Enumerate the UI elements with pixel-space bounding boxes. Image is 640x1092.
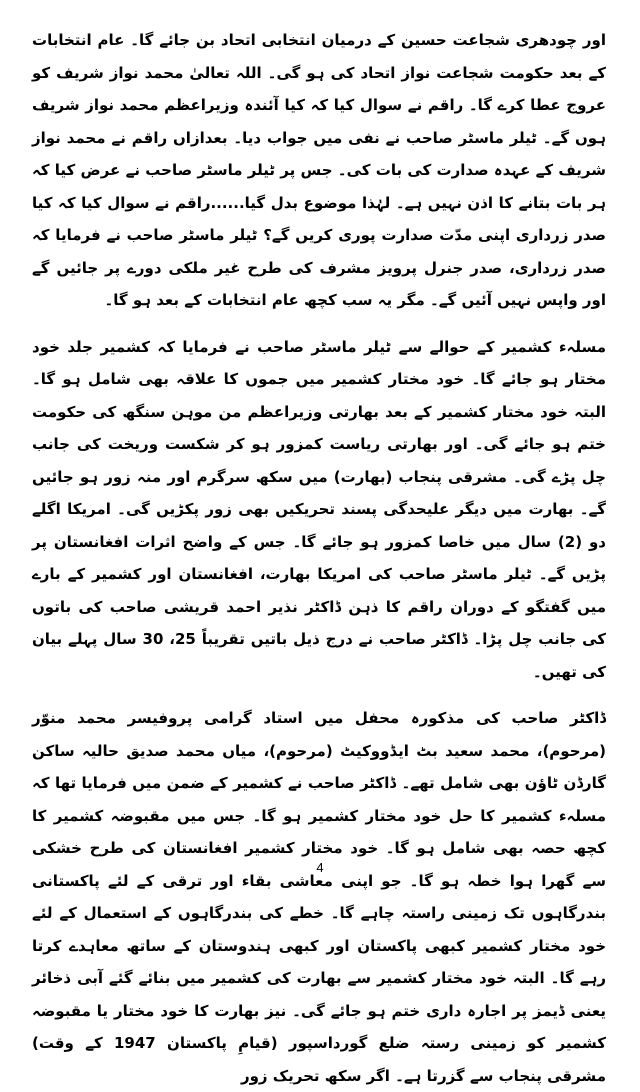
page-number: 4: [316, 860, 324, 875]
document-body: [32, 24, 606, 1092]
paragraph: مسلہء کشمیر کے حوالے سے ٹیلر ماسٹر صاحب نے فرمایا کہ کشمیر جلد خود مختار ہو جائے گا۔ خود مختار کشمیر میں جموں کا علاقہ بھی شامل ہو گا۔ البتہ خود مختار کشمیر کے بعد بھارتی وزیراعظم من موہن سنگھ کی حکومت ختم ہو جائے گی۔ اور بھارتی ریاست کمزور ہو کر شکست وریخت کی جانب چل پڑے گی۔ مشرقی پنجاب (بھارت) میں سکھ سرگرم اور منہ زور ہو جائیں گے۔ بھارت میں دیگر علیحدگی پسند تحریکیں بھی زور پکڑیں گی۔ امریکا اگلے دو (2) سال میں خاصا کمزور ہو جائے گا۔ جس کے واضح اثرات افغانستان پر پڑیں گے۔ ٹیلر ماسٹر صاحب کی امریکا بھارت، افغانستان اور کشمیر کے بارے میں گفتگو کے دوران راقم کا ذہن ڈاکٹر نذیر احمد قریشی صاحب کی باتوں کی جانب چل پڑا۔ ڈاکٹر صاحب نے درج ذیل باتیں تقریباً 25، 30 سال پہلے بیان کی تھیں۔: [32, 337, 607, 681]
paragraph: ڈاکٹر صاحب کی مذکورہ محفل میں استاد گرامی پروفیسر محمد منوّر (مرحوم)، محمد سعید بٹ ایڈووکیٹ (مرحوم)، میاں محمد صدیق حالیہ ساکن گارڈن ٹاؤن بھی شامل تھے۔ ڈاکٹر صاحب نے کشمیر کے ضمن میں فرمایا تھا کہ مسلہء کشمیر کا حل خود مختار کشمیر ہو گا۔ جس میں مقبوضہ کشمیر کا کچھ حصہ بھی شامل ہو گا۔ خود مختار کشمیر افغانستان کی طرح خشکی سے گھرا ہوا خطہ ہو گا۔ جو اپنی معاشی بقاء اور ترقی کے لئے پاکستانی بندرگاہوں تک زمینی راستہ چاہے گا۔ خطے کی بندرگاہوں کے استعمال کے لئے خود مختار کشمیر کبھی پاکستان اور کبھی ہندوستان کے ساتھ معاہدے کرتا رہے گا۔ البتہ خود مختار کشمیر سے بھارت کی کشمیر میں بنائے گئے آبی ذخائر یعنی ڈیمز پر اجارہ داری ختم ہو جائے گی۔ نیز بھارت کا خود مختار یا مقبوضہ کشمیر کو زمینی رستہ ضلع گورداسپور (قیامِ پاکستان 1947 کے وقت) مشرقی پنجاب سے گزرتا ہے۔ اگر سکھ تحریک زور: [32, 709, 606, 1085]
paragraph: اور چودھری شجاعت حسین کے درمیان انتخابی اتحاد بن جائے گا۔ عام انتخابات کے بعد حکومت شجاعت نواز اتحاد کی ہو گی۔ اللہ تعالیٰ محمد نواز شریف کو عروج عطا کرے گا۔ راقم نے سوال کیا کہ کیا آئندہ وزیراعظم محمد نواز شریف ہوں گے۔ ٹیلر ماسٹر صاحب نے نفی میں جواب دیا۔ بعدازاں راقم نے محمد نواز شریف کے عہدہ صدارت کی بات کی۔ جس پر ٹیلر ماسٹر صاحب نے عرض کیا کہ ہر بات بتانے کا اذن نہیں ہے۔ لہٰذا موضوع بدل گیا......راقم نے سوال کیا کہ کیا صدر زرداری اپنی مدّت صدارت پوری کریں گے؟ ٹیلر ماسٹر صاحب نے فرمایا کہ صدر زرداری، صدر جنرل پرویز مشرف کی طرح غیر ملکی دورے پر جائیں گے اور واپس نہیں آئیں گے۔ مگر یہ سب کچھ عام انتخابات کے بعد ہو گا۔: [32, 31, 606, 309]
